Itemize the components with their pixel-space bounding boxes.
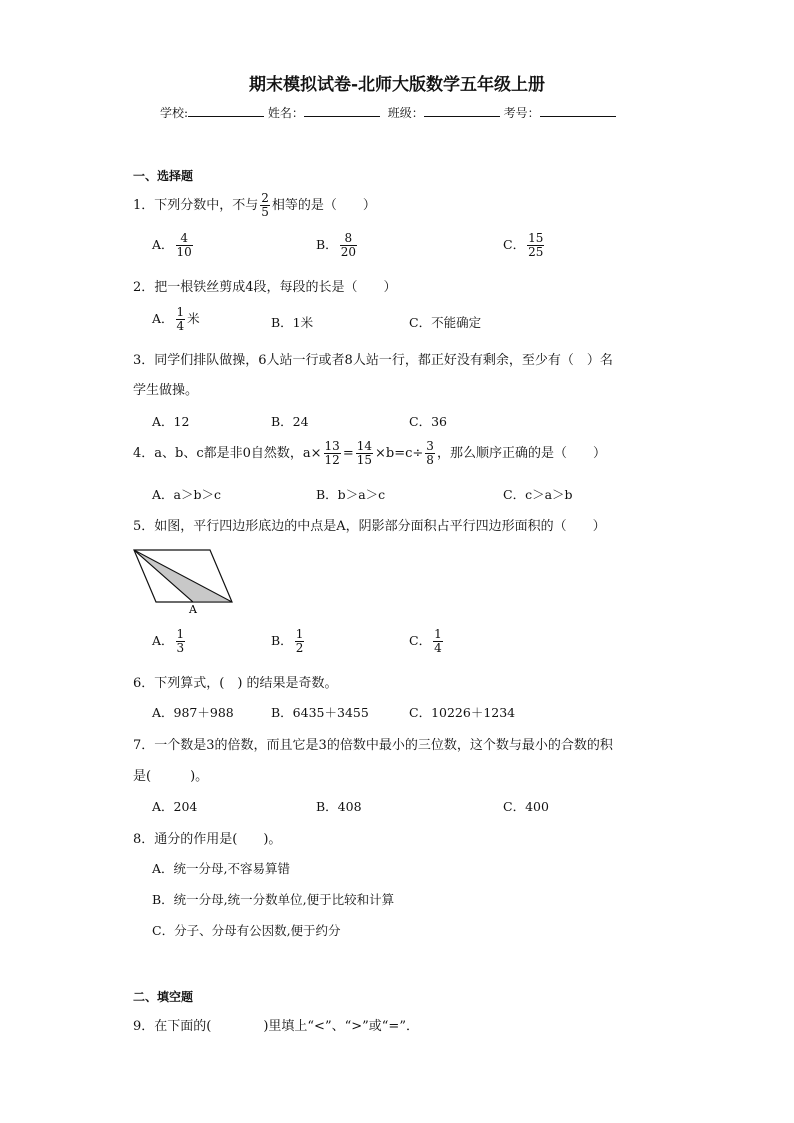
school-field[interactable] bbox=[188, 104, 264, 117]
number-label: 考号： bbox=[503, 106, 540, 120]
option-a[interactable]: A．a＞b＞c bbox=[152, 487, 221, 502]
option-c[interactable]: C．10226＋1234 bbox=[409, 705, 516, 720]
option-a[interactable]: A． $\frac{1}{3}$ bbox=[152, 627, 185, 655]
option-c[interactable]: C．不能确定 bbox=[409, 315, 482, 330]
question-text: 相等的是（ ） bbox=[271, 198, 376, 213]
option-a[interactable]: A．12 bbox=[152, 414, 190, 429]
option-a[interactable]: A． $\frac{1}{4}$ 米 bbox=[152, 305, 200, 333]
option-a[interactable]: A．987＋988 bbox=[152, 705, 234, 720]
question-7-cont: 是( )。 bbox=[133, 769, 209, 784]
option-b[interactable]: B．1米 bbox=[271, 315, 314, 330]
option-b[interactable]: B．408 bbox=[316, 799, 362, 814]
question-3-cont: 学生做操。 bbox=[133, 383, 199, 398]
option-b[interactable]: B． $\frac{1}{2}$ bbox=[271, 627, 304, 655]
class-field[interactable] bbox=[424, 104, 500, 117]
question-7: 7．一个数是3的倍数，而且它是3的倍数中最小的三位数，这个数与最小的合数的积 bbox=[133, 738, 613, 753]
question-5: 5．如图，平行四边形底边的中点是A，阴影部分面积占平行四边形面积的（ ） bbox=[133, 519, 606, 534]
option-b[interactable]: B．6435＋3455 bbox=[271, 705, 369, 720]
option-c[interactable]: C．400 bbox=[503, 799, 549, 814]
option-b[interactable]: B． $\frac{8}{20}$ bbox=[316, 231, 356, 259]
question-8: 8．通分的作用是( )。 bbox=[133, 832, 282, 847]
class-label: 班级： bbox=[387, 106, 424, 120]
question-text: 1．下列分数中，不与 bbox=[133, 198, 259, 213]
question-9: 9．在下面的( )里填上“<”、“>”或“=”． bbox=[133, 1019, 419, 1034]
fraction: $\frac{2}{5}$ bbox=[261, 191, 269, 219]
option-a[interactable]: A．204 bbox=[152, 799, 198, 814]
section-heading: 一、选择题 bbox=[133, 169, 194, 183]
school-label: 学校: bbox=[160, 106, 189, 120]
option-c[interactable]: C．c＞a＞b bbox=[503, 487, 573, 502]
question-1 bbox=[133, 192, 376, 219]
option-b[interactable]: B．b＞a＞c bbox=[316, 487, 386, 502]
section-heading: 二、填空题 bbox=[133, 990, 194, 1004]
option-c[interactable]: C． $\frac{15}{25}$ bbox=[503, 231, 544, 259]
option-b[interactable]: B．统一分母,统一分数单位,便于比较和计算 bbox=[152, 892, 395, 907]
option-c[interactable]: C． $\frac{1}{4}$ bbox=[409, 627, 442, 655]
name-label: 姓名： bbox=[267, 106, 304, 120]
option-c[interactable]: C．36 bbox=[409, 414, 447, 429]
question-3: 3．同学们排队做操，6人站一行或者8人站一行，都正好没有剩余，至少有（ ）名 bbox=[133, 353, 613, 368]
page-title: 期末模拟试卷-北师大版数学五年级上册 bbox=[248, 75, 546, 95]
option-c[interactable]: C．分子、分母有公因数,便于约分 bbox=[152, 923, 341, 938]
point-a-label: A bbox=[189, 603, 197, 615]
name-field[interactable] bbox=[304, 104, 380, 117]
student-info-line bbox=[160, 104, 616, 121]
question-6: 6．下列算式，( ) 的结果是奇数。 bbox=[133, 676, 338, 691]
number-field[interactable] bbox=[540, 104, 616, 117]
option-a[interactable]: A．统一分母,不容易算错 bbox=[152, 861, 291, 876]
option-b[interactable]: B．24 bbox=[271, 414, 309, 429]
parallelogram-figure bbox=[132, 545, 242, 615]
option-a[interactable]: A． $\frac{4}{10}$ bbox=[152, 231, 192, 259]
question-2: 2．把一根铁丝剪成4段，每段的长是（ ） bbox=[133, 280, 397, 295]
question-4: 4．a、b、c都是非0自然数，a× $\frac{13}{12}$ = $\frac{14}{15}$ ×b=c÷ $\frac{3}{8}$ ，那么顺序正确的是（ ） bbox=[133, 439, 606, 467]
